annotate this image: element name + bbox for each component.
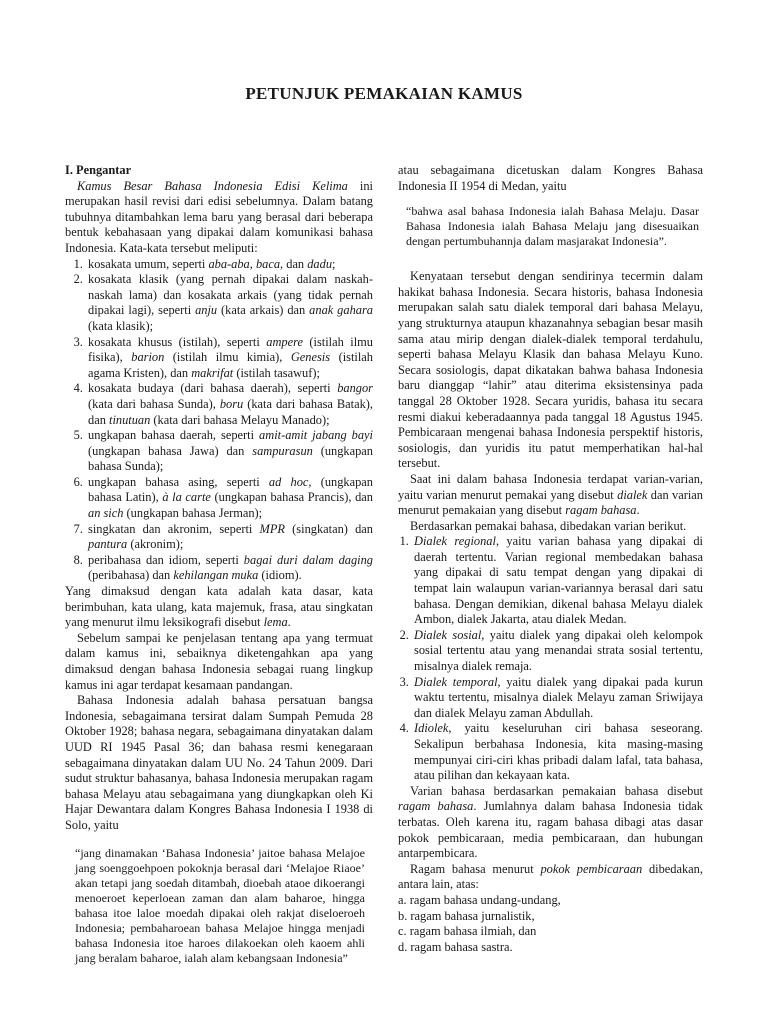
list-item: 4. kosakata budaya (dari bahasa daerah), seperti bangor (kata dari bahasa Sunda), boru (kata dari bahasa Batak), dan tinutuan (kata dari bahasa Melayu Manado); bbox=[86, 381, 373, 428]
block-quote: “jang dinamakan ‘Bahasa Indonesia’ jaitoe bahasa Melajoe jang soenggoehpoen pokoknja berasal dari ‘Melajoe Riaoe’ akan tetapi jang soedah ditambah, dioebah ataoe dikoerangi menoeroet keperloean zaman dan alam baharoe, hingga bahasa itoe laloe moedah dipakai oleh rakjat diseloeroeh Indonesia; pembaharoean bahasa Melajoe hingga menjadi bahasa Indonesia itoe haroes dilakoekan oleh kaoem ahli jang beralam baharoe, ialah alam kebangsaan Indonesia” bbox=[75, 845, 365, 965]
block-quote: “bahwa asal bahasa Indonesia ialah Bahasa Melaju. Dasar Bahasa Indonesia ialah Bahasa Melaju jang disesuaikan dengan pertumbuhannja dalam masjarakat Indonesia”. bbox=[406, 204, 699, 249]
list-item: d. ragam bahasa sastra. bbox=[398, 939, 513, 954]
list-item: 7. singkatan dan akronim, seperti MPR (singkatan) dan pantura (akronim); bbox=[86, 522, 373, 553]
register-list bbox=[398, 893, 703, 955]
list-item: c. ragam bahasa ilmiah, dan bbox=[398, 924, 537, 939]
body-paragraph: Berdasarkan pemakai bahasa, dibedakan varian berikut. bbox=[410, 518, 687, 533]
list-item: 2. Dialek sosial, yaitu dialek yang dipakai oleh kelompok sosial tertentu atau yang menandai strata sosial tertentu, misalnya dialek remaja. bbox=[412, 628, 703, 675]
list-item: 1. Dialek regional, yaitu varian bahasa yang dipakai di daerah tertentu. Varian regional membedakan bahasa yang dipakai di satu tempat dengan yang dipakai di tempat lain walaupun varian-variannya berasal dari satu bahasa. Dengan demikian, dikenal bahasa Melayu dialek Ambon, dialek Jakarta, atau dialek Medan. bbox=[412, 534, 703, 628]
vocabulary-list bbox=[65, 257, 373, 584]
left-column bbox=[65, 163, 373, 980]
list-item: b. ragam bahasa jurnalistik, bbox=[398, 908, 535, 923]
body-paragraph: Sebelum sampai ke penjelasan tentang apa yang termuat dalam kamus ini, sebaiknya diketengahkan apa yang dimaksud dengan bahasa Indonesia sebagai ruang lingkup kamus ini agar terdapat kesamaan pandangan. bbox=[65, 630, 373, 692]
body-paragraph: Bahasa Indonesia adalah bahasa persatuan bangsa Indonesia, sebagaimana tersirat dalam Sumpah Pemuda 28 Oktober 1928; bahasa negara, sebagaimana dinyatakan dalam UUD RI 1945 Pasal 36; dan bahasa resmi kenegaraan sebagaimana dinyatakan dalam UU No. 24 Tahun 2009. Dari sudut struktur bahasanya, bahasa Indonesia merupakan ragam bahasa Melayu atau sebagaimana yang diungkapkan oleh Ki Hajar Dewantara dalam Kongres Bahasa Indonesia I 1938 di Solo, yaitu bbox=[65, 693, 373, 832]
list-item: 2. kosakata klasik (yang pernah dipakai dalam naskah-naskah lama) dan kosakata arkais (yang tidak pernah dipakai lagi), seperti anju (kata arkais) dan anak gahara (kata klasik); bbox=[86, 272, 373, 334]
body-paragraph: Varian bahasa berdasarkan pemakaian bahasa disebut ragam bahasa. Jumlahnya dalam bahasa Indonesia tidak terbatas. Oleh karena itu, ragam bahasa dibagi atas dasar pokok pembicaraan, media pembicaraan, dan hubungan antarpembicara. bbox=[398, 783, 703, 861]
page-title: PETUNJUK PEMAKAIAN KAMUS bbox=[245, 84, 523, 103]
list-item: a. ragam bahasa undang-undang, bbox=[398, 892, 561, 907]
body-paragraph: Kenyataan tersebut dengan sendirinya tecermin dalam hakikat bahasa Indonesia. Secara historis, bahasa Indonesia merupakan salah satu dialek temporal dari bahasa Melayu, yang strukturnya ataupun khazanahnya sebagian besar masih sama atau mirip dengan dialek-dialek temporal terdahulu, seperti bahasa Melayu Klasik dan bahasa Melayu Kuno. Secara sosiologis, dapat dikatakan bahwa bahasa Indonesia baru dianggap “lahir” atau diterima eksistensinya pada tanggal 28 Oktober 1928. Secara yuridis, bahasa itu secara resmi diakui keberadaannya pada tanggal 18 Agustus 1945. Pembicaraan mengenai bahasa Indonesia perspektif historis, sosiologis, dan yuridis itu patut memperhatikan hal-hal tersebut. bbox=[398, 269, 703, 471]
right-column bbox=[398, 163, 703, 955]
list-item: 5. ungkapan bahasa daerah, seperti amit-amit jabang bayi (ungkapan bahasa Jawa) dan sampurasun (ungkapan bahasa Sunda); bbox=[86, 428, 373, 475]
section-heading: I. Pengantar bbox=[65, 163, 132, 177]
intro-paragraph: Kamus Besar Bahasa Indonesia Edisi Kelima ini merupakan hasil revisi dari edisi sebelumnya. Dalam batang tubuhnya ditambahkan lema baru yang berasal dari beberapa bentuk kebahasaan yang dipakai dalam komunikasi bahasa Indonesia. Kata-kata tersebut meliputi: bbox=[65, 178, 374, 255]
continuation-paragraph: atau sebagaimana dicetuskan dalam Kongres Bahasa Indonesia II 1954 di Medan, yaitu bbox=[398, 163, 703, 193]
list-item: 3. kosakata khusus (istilah), seperti ampere (istilah ilmu fisika), barion (istilah ilmu kimia), Genesis (istilah agama Kristen), dan makrifat (istilah tasawuf); bbox=[86, 335, 373, 382]
list-item: 3. Dialek temporal, yaitu dialek yang dipakai pada kurun waktu tertentu, misalnya dialek Melayu zaman Sriwijaya dan dialek Melayu zaman Abdullah. bbox=[412, 675, 703, 722]
list-item: 6. ungkapan bahasa asing, seperti ad hoc, (ungkapan bahasa Latin), à la carte (ungkapan bahasa Prancis), dan an sich (ungkapan bahasa Jerman); bbox=[86, 475, 373, 522]
body-paragraph: Ragam bahasa menurut pokok pembicaraan dibedakan, antara lain, atas: bbox=[398, 861, 703, 892]
variant-list bbox=[398, 534, 703, 784]
list-item: 4. Idiolek, yaitu keseluruhan ciri bahasa seseorang. Sekalipun berbahasa Indonesia, kita masing-masing mempunyai ciri-ciri khas pribadi dalam lafal, tata bahasa, atau pilihan dan kekayaan kata. bbox=[412, 721, 703, 783]
list-item: 8. peribahasa dan idiom, seperti bagai duri dalam daging (peribahasa) dan kehilangan muka (idiom). bbox=[86, 553, 373, 584]
body-paragraph: Saat ini dalam bahasa Indonesia terdapat varian-varian, yaitu varian menurut pemakai yang disebut dialek dan varian menurut pemakaian yang disebut ragam bahasa. bbox=[398, 471, 704, 518]
list-item: 1. kosakata umum, seperti aba-aba, baca, dan dadu; bbox=[86, 257, 373, 273]
book-title: Kamus Besar Bahasa Indonesia Edisi Kelima bbox=[77, 178, 348, 193]
definition-paragraph: Yang dimaksud dengan kata adalah kata dasar, kata berimbuhan, kata ulang, kata majemuk, frasa, atau singkatan yang menurut ilmu leksikografi disebut lema. bbox=[65, 584, 373, 630]
